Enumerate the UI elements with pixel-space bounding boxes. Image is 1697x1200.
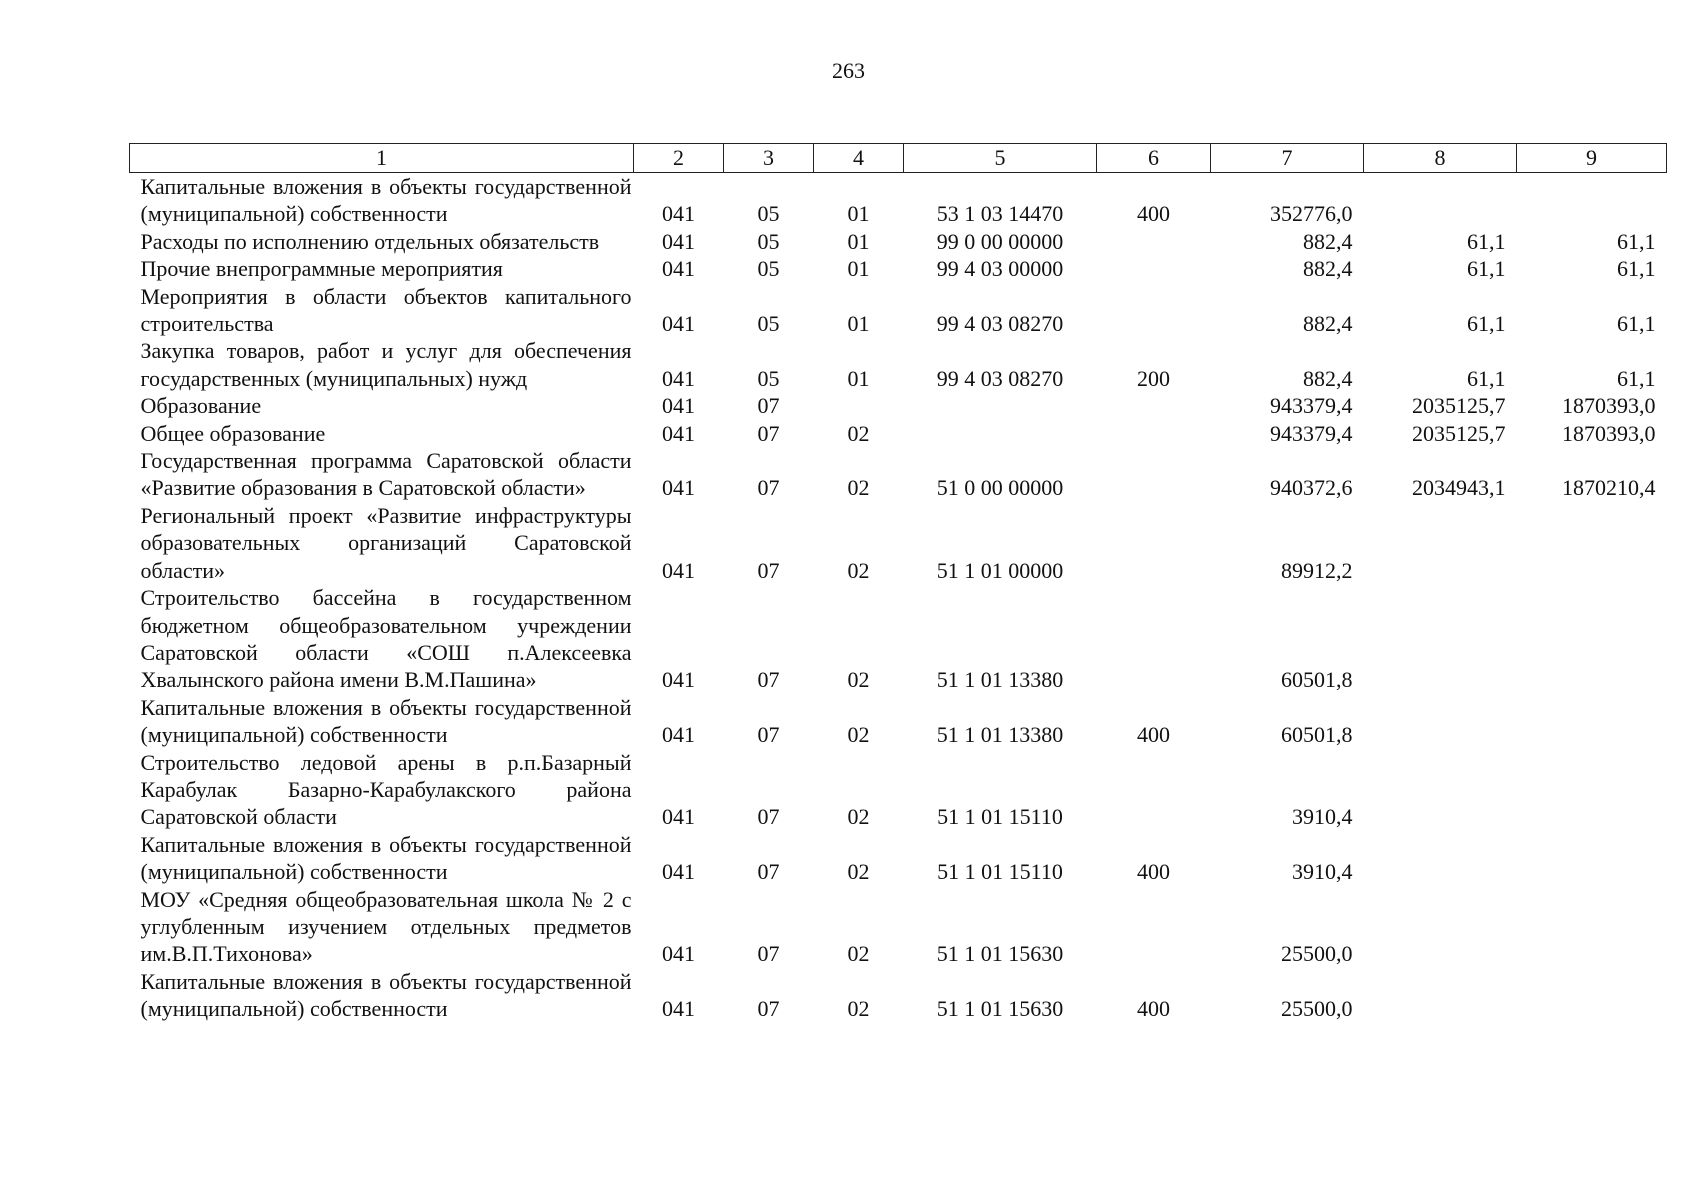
cell-amount-col7: 60501,8 [1281, 722, 1353, 748]
column-header-9: 9 [1517, 144, 1667, 173]
table-row [130, 173, 1667, 228]
column-header-5: 5 [904, 144, 1097, 173]
column-header-7: 7 [1211, 144, 1364, 173]
cell-target-article: 51 1 01 15630 [936, 996, 1064, 1022]
cell-amount-col8 [1364, 749, 1517, 831]
table-row [130, 968, 1667, 1023]
cell-subsection: 02 [847, 996, 870, 1022]
row-name: Мероприятия в области объектов капитального строительства [140, 283, 632, 337]
cell-amount-col8 [1364, 886, 1517, 968]
cell-amount-col8: 61,1 [1467, 311, 1506, 337]
cell-target-article: 51 1 01 13380 [936, 722, 1064, 748]
cell-target-article: 51 1 01 15110 [937, 804, 1063, 830]
row-name: Строительство ледовой арены в р.п.Базарный Карабулак Базарно-Карабулакского района Саратовской области [140, 749, 632, 830]
cell-section: 07 [757, 859, 780, 885]
cell-amount-col8 [1364, 694, 1517, 749]
table-header [130, 144, 1667, 173]
cell-ministry-code: 041 [662, 228, 695, 254]
cell-ministry-code: 041 [662, 722, 695, 748]
cell-amount-col9: 1870393,0 [1562, 393, 1656, 419]
cell-ministry-code: 041 [662, 475, 695, 501]
cell-subsection: 02 [847, 667, 870, 693]
cell-subsection: 01 [847, 365, 870, 391]
page-number: 263 [832, 58, 865, 83]
cell-section: 07 [757, 420, 780, 446]
cell-amount-col9 [1517, 749, 1667, 831]
column-header-1: 1 [130, 144, 634, 173]
cell-amount-col9 [1517, 831, 1667, 886]
cell-amount-col8: 61,1 [1467, 228, 1506, 254]
cell-amount-col9 [1517, 173, 1667, 228]
cell-expense-type [1097, 420, 1211, 447]
column-header-4: 4 [814, 144, 904, 173]
cell-expense-type [1097, 584, 1211, 694]
cell-amount-col9: 61,1 [1617, 228, 1656, 254]
table-row [130, 283, 1667, 338]
column-header-3: 3 [724, 144, 814, 173]
cell-subsection: 01 [847, 201, 870, 227]
table-row [130, 749, 1667, 831]
column-header-2: 2 [634, 144, 724, 173]
row-name: Капитальные вложения в объекты государственной (муниципальной) собственности [140, 694, 632, 748]
cell-ministry-code: 041 [662, 420, 695, 446]
cell-target-article: 99 4 03 08270 [936, 311, 1064, 337]
cell-amount-col8 [1364, 584, 1517, 694]
cell-subsection: 01 [847, 311, 870, 337]
budget-table [129, 143, 1667, 1023]
cell-ministry-code: 041 [662, 804, 695, 830]
cell-expense-type: 400 [1137, 859, 1170, 885]
row-name: Образование [140, 393, 262, 419]
cell-section: 05 [757, 201, 780, 227]
header-row [130, 144, 1667, 173]
cell-amount-col8 [1364, 968, 1517, 1023]
cell-section: 05 [757, 256, 780, 282]
cell-section: 07 [757, 996, 780, 1022]
cell-subsection: 02 [847, 722, 870, 748]
cell-expense-type: 400 [1137, 201, 1170, 227]
cell-amount-col8: 2035125,7 [1412, 420, 1506, 446]
cell-subsection: 02 [847, 475, 870, 501]
cell-amount-col9: 61,1 [1617, 311, 1656, 337]
cell-amount-col8: 61,1 [1467, 365, 1506, 391]
cell-ministry-code: 041 [662, 311, 695, 337]
cell-subsection: 02 [847, 420, 870, 446]
cell-target-article: 99 4 03 00000 [936, 256, 1064, 282]
cell-expense-type: 200 [1137, 365, 1170, 391]
row-name: Общее образование [140, 420, 326, 446]
cell-amount-col7: 89912,2 [1281, 557, 1353, 583]
cell-section: 07 [757, 941, 780, 967]
cell-target-article [904, 420, 1097, 447]
cell-section: 07 [757, 667, 780, 693]
cell-expense-type: 400 [1137, 722, 1170, 748]
row-name: МОУ «Средняя общеобразовательная школа № 2 с углубленным изучением отдельных предметов им.В.П.Тихонова» [140, 886, 632, 967]
cell-expense-type [1097, 886, 1211, 968]
cell-amount-col9 [1517, 968, 1667, 1023]
cell-amount-col7: 3910,4 [1292, 859, 1353, 885]
cell-section: 05 [757, 228, 780, 254]
table-row [130, 831, 1667, 886]
table-row [130, 420, 1667, 447]
cell-subsection [814, 392, 904, 419]
table-body [130, 173, 1667, 1023]
cell-ministry-code: 041 [662, 393, 695, 419]
cell-expense-type [1097, 392, 1211, 419]
cell-section: 07 [757, 557, 780, 583]
cell-ministry-code: 041 [662, 201, 695, 227]
cell-amount-col9: 61,1 [1617, 256, 1656, 282]
cell-target-article: 51 1 01 13380 [936, 667, 1064, 693]
cell-amount-col7: 943379,4 [1270, 393, 1353, 419]
cell-amount-col7: 3910,4 [1292, 804, 1353, 830]
cell-amount-col9: 61,1 [1617, 365, 1656, 391]
cell-target-article: 51 1 01 15630 [936, 941, 1064, 967]
table-row [130, 886, 1667, 968]
cell-amount-col8: 2034943,1 [1412, 475, 1506, 501]
cell-amount-col8: 61,1 [1467, 256, 1506, 282]
cell-subsection: 01 [847, 256, 870, 282]
cell-amount-col8 [1364, 831, 1517, 886]
cell-section: 07 [757, 804, 780, 830]
row-name: Прочие внепрограммные мероприятия [140, 256, 503, 282]
cell-ministry-code: 041 [662, 256, 695, 282]
column-header-8: 8 [1364, 144, 1517, 173]
row-name: Государственная программа Саратовской области «Развитие образования в Саратовской области» [140, 448, 632, 501]
cell-amount-col7: 352776,0 [1270, 201, 1353, 227]
row-name: Капитальные вложения в объекты государственной (муниципальной) собственности [140, 968, 632, 1022]
cell-target-article: 51 1 01 00000 [936, 557, 1064, 583]
cell-expense-type: 400 [1137, 996, 1170, 1022]
cell-target-article: 51 0 00 00000 [936, 475, 1064, 501]
table-row [130, 584, 1667, 694]
row-name: Закупка товаров, работ и услуг для обеспечения государственных (муниципальных) нужд [140, 338, 632, 391]
cell-subsection: 01 [847, 228, 870, 254]
table-row [130, 228, 1667, 255]
cell-amount-col7: 60501,8 [1281, 667, 1353, 693]
row-name: Расходы по исполнению отдельных обязательств [140, 228, 600, 254]
cell-amount-col7: 882,4 [1303, 311, 1353, 337]
cell-amount-col9 [1517, 584, 1667, 694]
table-row [130, 447, 1667, 502]
cell-amount-col7: 943379,4 [1270, 420, 1353, 446]
cell-subsection: 02 [847, 941, 870, 967]
cell-amount-col9: 1870393,0 [1562, 420, 1656, 446]
cell-amount-col8 [1364, 502, 1517, 584]
table-row [130, 392, 1667, 419]
cell-ministry-code: 041 [662, 557, 695, 583]
cell-section: 07 [757, 475, 780, 501]
row-name: Региональный проект «Развитие инфраструктуры образовательных организаций Саратовской области» [140, 502, 632, 583]
cell-expense-type [1097, 502, 1211, 584]
row-name: Капитальные вложения в объекты государственной (муниципальной) собственности [140, 174, 632, 227]
cell-target-article: 53 1 03 14470 [936, 201, 1064, 227]
cell-ministry-code: 041 [662, 859, 695, 885]
cell-amount-col7: 882,4 [1303, 365, 1353, 391]
table-row [130, 337, 1667, 392]
cell-amount-col7: 882,4 [1303, 256, 1353, 282]
cell-ministry-code: 041 [662, 365, 695, 391]
cell-ministry-code: 041 [662, 667, 695, 693]
cell-section: 05 [757, 311, 780, 337]
cell-amount-col9 [1517, 886, 1667, 968]
cell-expense-type [1097, 228, 1211, 255]
cell-expense-type [1097, 749, 1211, 831]
cell-subsection: 02 [847, 859, 870, 885]
cell-subsection: 02 [847, 557, 870, 583]
cell-amount-col8: 2035125,7 [1412, 393, 1506, 419]
column-header-6: 6 [1097, 144, 1211, 173]
cell-target-article: 51 1 01 15110 [937, 859, 1063, 885]
cell-target-article: 99 4 03 08270 [936, 365, 1064, 391]
cell-amount-col7: 882,4 [1303, 228, 1353, 254]
table-row [130, 502, 1667, 584]
cell-expense-type [1097, 447, 1211, 502]
cell-ministry-code: 041 [662, 941, 695, 967]
cell-expense-type [1097, 255, 1211, 282]
cell-expense-type [1097, 283, 1211, 338]
cell-amount-col9: 1870210,4 [1562, 475, 1656, 501]
cell-section: 07 [757, 393, 780, 419]
cell-amount-col7: 25500,0 [1281, 996, 1353, 1022]
table-row [130, 694, 1667, 749]
cell-amount-col7: 940372,6 [1270, 475, 1353, 501]
row-name: Строительство бассейна в государственном бюджетном общеобразовательном учреждении Саратовской области «СОШ п.Алексеевка Хвалынского района имени В.М.Пашина» [140, 585, 632, 693]
cell-ministry-code: 041 [662, 996, 695, 1022]
cell-subsection: 02 [847, 804, 870, 830]
cell-amount-col8 [1364, 173, 1517, 228]
cell-section: 05 [757, 365, 780, 391]
table-row [130, 255, 1667, 282]
cell-amount-col9 [1517, 502, 1667, 584]
cell-amount-col9 [1517, 694, 1667, 749]
cell-section: 07 [757, 722, 780, 748]
cell-target-article: 99 0 00 00000 [936, 228, 1064, 254]
cell-amount-col7: 25500,0 [1281, 941, 1353, 967]
row-name: Капитальные вложения в объекты государственной (муниципальной) собственности [140, 831, 632, 885]
cell-target-article [904, 392, 1097, 419]
